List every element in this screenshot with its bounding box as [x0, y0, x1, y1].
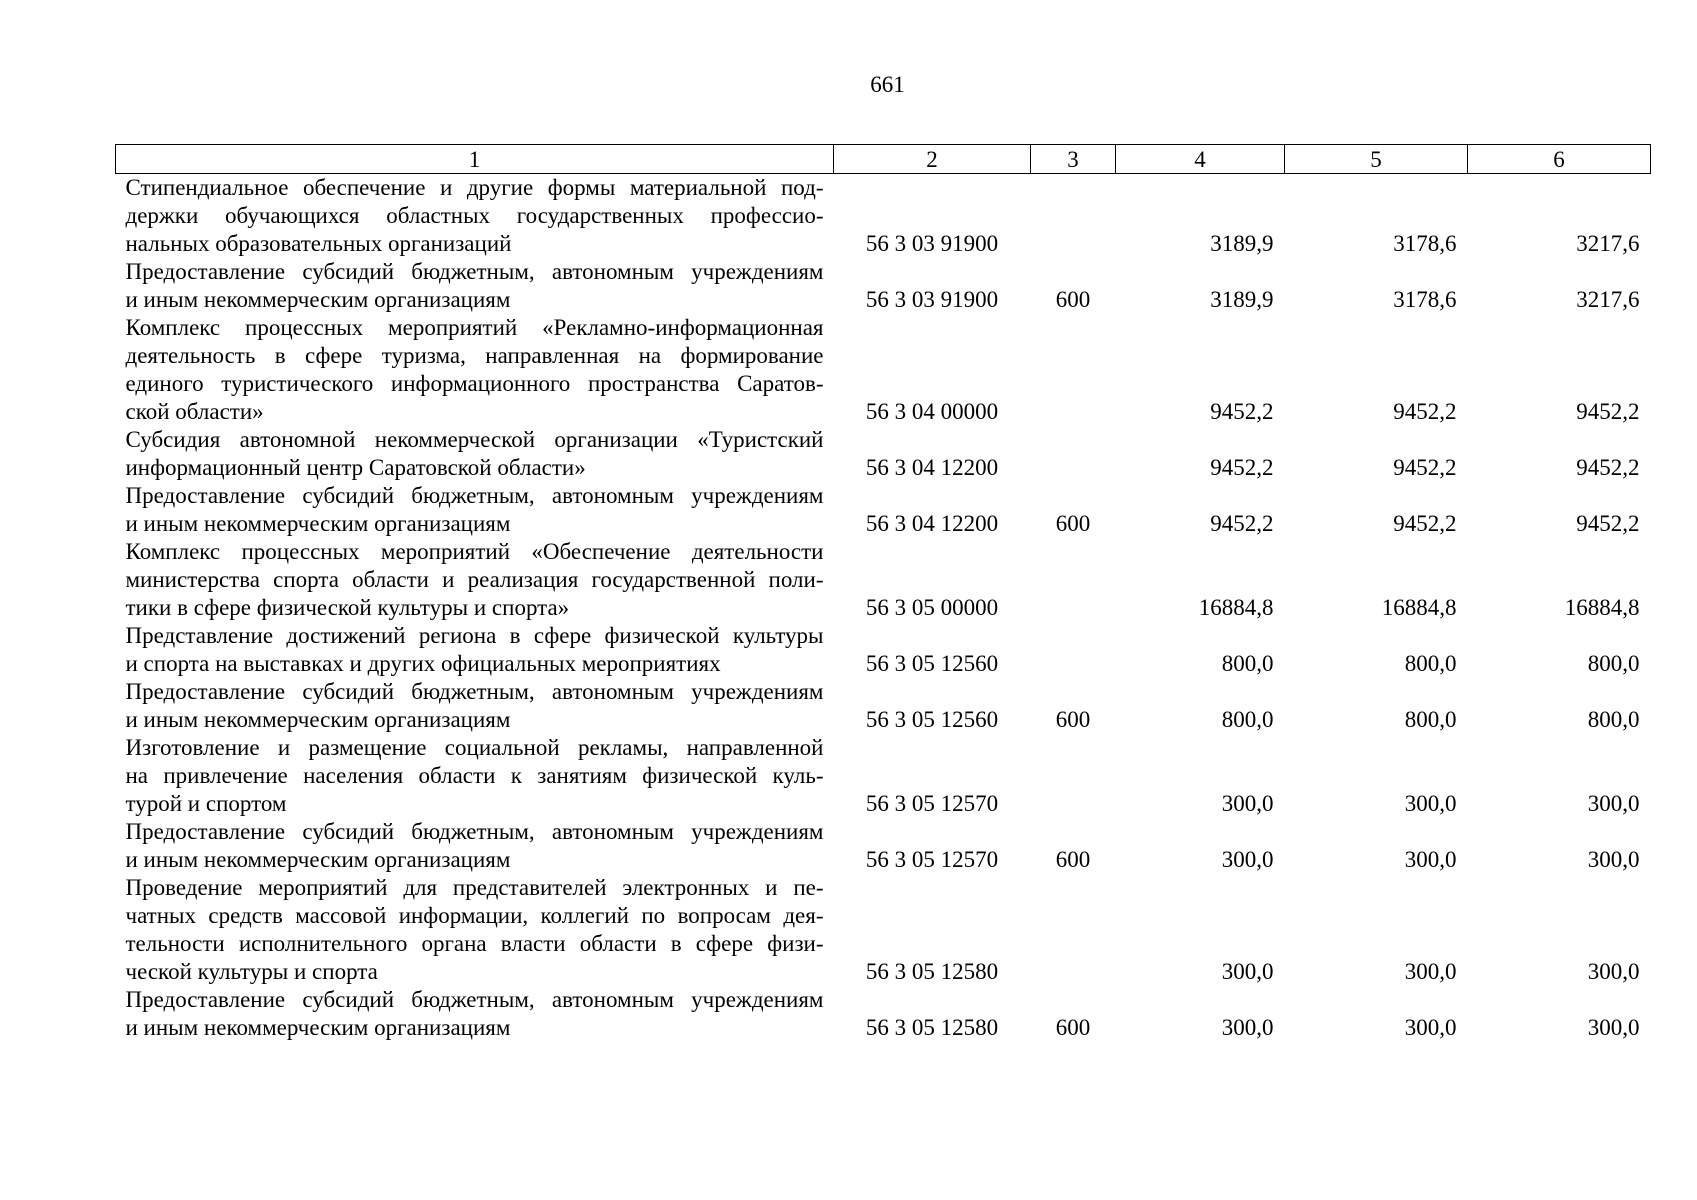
table-row: [116, 426, 1651, 482]
table-row: [116, 874, 1651, 986]
row-value-3: 9452,2: [1576, 455, 1640, 480]
header-col-6: 6: [1468, 145, 1651, 174]
row-value-3: 16884,8: [1564, 595, 1640, 620]
row-value-2: 9452,2: [1393, 511, 1457, 536]
table-body: [116, 174, 1651, 1043]
table-row: [116, 622, 1651, 678]
row-name: [116, 622, 834, 678]
table-row: [116, 258, 1651, 314]
row-name: [116, 426, 834, 482]
row-name-line: ческой культуры и спорта: [125, 959, 378, 984]
row-name-line: Предоставление субсидий бюджетным, автономным учреждениям: [125, 987, 824, 1012]
row-code: 56 3 05 12570: [865, 847, 999, 872]
row-code: 56 3 05 12560: [865, 707, 999, 732]
row-code: 56 3 05 12570: [865, 791, 999, 816]
row-name-line: и спорта на выставках и других официальных мероприятиях: [125, 651, 721, 676]
row-value-2: 800,0: [1404, 651, 1457, 676]
row-value-3: 300,0: [1587, 959, 1640, 984]
table-row: [116, 482, 1651, 538]
row-name-line: Предоставление субсидий бюджетным, автономным учреждениям: [125, 679, 824, 704]
header-col-1: 1: [116, 145, 834, 174]
row-value-1: 3189,9: [1210, 287, 1274, 312]
row-value-2: 9452,2: [1393, 455, 1457, 480]
row-name-line: Изготовление и размещение социальной рекламы, направленной: [125, 735, 824, 760]
row-expense-type: [1031, 874, 1116, 986]
table-row: [116, 174, 1651, 259]
row-value-1: 300,0: [1221, 1015, 1274, 1040]
row-value-1: 9452,2: [1210, 511, 1274, 536]
row-value-1: 800,0: [1221, 707, 1274, 732]
row-value-1: 9452,2: [1210, 455, 1274, 480]
row-value-1: 16884,8: [1198, 595, 1274, 620]
row-name-line: чатных средств массовой информации, коллегий по вопросам дея-: [125, 903, 824, 928]
row-name: [116, 538, 834, 622]
row-name-line: единого туристического информационного пространства Саратов-: [125, 371, 824, 396]
row-value-2: 300,0: [1404, 1015, 1457, 1040]
row-code: 56 3 05 00000: [865, 595, 999, 620]
row-expense-type: 600: [1055, 1015, 1091, 1040]
row-expense-type: [1031, 538, 1116, 622]
row-value-2: 800,0: [1404, 707, 1457, 732]
row-name-line: Предоставление субсидий бюджетным, автономным учреждениям: [125, 259, 824, 284]
row-code: 56 3 04 12200: [865, 455, 999, 480]
table-row: [116, 818, 1651, 874]
row-name-line: тики в сфере физической культуры и спорта»: [125, 595, 570, 620]
row-expense-type: [1031, 314, 1116, 426]
row-name: [116, 314, 834, 426]
row-name: [116, 818, 834, 874]
row-value-3: 300,0: [1587, 847, 1640, 872]
row-value-2: 3178,6: [1393, 287, 1457, 312]
row-value-3: 800,0: [1587, 707, 1640, 732]
row-value-3: 300,0: [1587, 791, 1640, 816]
row-name: [116, 258, 834, 314]
row-name: [116, 734, 834, 818]
row-value-1: 300,0: [1221, 791, 1274, 816]
row-value-2: 300,0: [1404, 791, 1457, 816]
row-name-line: турой и спортом: [125, 791, 287, 816]
row-value-1: 3189,9: [1210, 231, 1274, 256]
row-value-3: 9452,2: [1576, 511, 1640, 536]
row-code: 56 3 05 12580: [865, 959, 999, 984]
row-code: 56 3 03 91900: [865, 231, 999, 256]
header-col-5: 5: [1285, 145, 1468, 174]
row-name-line: Стипендиальное обеспечение и другие формы материальной под-: [125, 175, 824, 200]
row-name-line: и иным некоммерческим организациям: [125, 1015, 511, 1040]
table-row: [116, 314, 1651, 426]
row-code: 56 3 04 12200: [865, 511, 999, 536]
table-row: [116, 678, 1651, 734]
row-name-line: и иным некоммерческим организациям: [125, 707, 511, 732]
row-expense-type: 600: [1055, 287, 1091, 312]
header-col-2: 2: [834, 145, 1031, 174]
row-name-line: министерства спорта области и реализация государственной поли-: [125, 567, 824, 592]
row-value-3: 9452,2: [1576, 399, 1640, 424]
row-name-line: Предоставление субсидий бюджетным, автономным учреждениям: [125, 483, 824, 508]
row-value-1: 800,0: [1221, 651, 1274, 676]
header-row: [116, 145, 1651, 174]
row-code: 56 3 05 12560: [865, 651, 999, 676]
row-name-line: Комплекс процессных мероприятий «Обеспечение деятельности: [125, 539, 824, 564]
row-expense-type: [1031, 734, 1116, 818]
row-value-1: 300,0: [1221, 847, 1274, 872]
row-code: 56 3 05 12580: [865, 1015, 999, 1040]
row-name-line: деятельность в сфере туризма, направленная на формирование: [125, 343, 824, 368]
row-name-line: и иным некоммерческим организациям: [125, 511, 511, 536]
row-name: [116, 986, 834, 1042]
row-name-line: Представление достижений региона в сфере физической культуры: [125, 623, 824, 648]
row-name-line: Проведение мероприятий для представителей электронных и пе-: [125, 875, 824, 900]
row-value-3: 3217,6: [1576, 287, 1640, 312]
page-number: 661: [870, 72, 905, 97]
row-expense-type: 600: [1055, 511, 1091, 536]
row-name-line: Предоставление субсидий бюджетным, автономным учреждениям: [125, 819, 824, 844]
row-code: 56 3 03 91900: [865, 287, 999, 312]
row-value-2: 16884,8: [1381, 595, 1457, 620]
row-value-2: 9452,2: [1393, 399, 1457, 424]
row-value-3: 300,0: [1587, 1015, 1640, 1040]
row-name-line: и иным некоммерческим организациям: [125, 847, 511, 872]
row-value-1: 9452,2: [1210, 399, 1274, 424]
row-expense-type: [1031, 426, 1116, 482]
row-value-3: 3217,6: [1576, 231, 1640, 256]
row-value-3: 800,0: [1587, 651, 1640, 676]
budget-table: [115, 144, 1651, 1042]
row-expense-type: 600: [1055, 847, 1091, 872]
row-name-line: держки обучающихся областных государственных профессио-: [125, 203, 824, 228]
row-name-line: Комплекс процессных мероприятий «Рекламно-информационная: [125, 315, 824, 340]
row-name: [116, 678, 834, 734]
header-col-3: 3: [1031, 145, 1116, 174]
row-name-line: Субсидия автономной некоммерческой организации «Туристский: [125, 427, 824, 452]
table-row: [116, 734, 1651, 818]
row-name: [116, 174, 834, 259]
row-expense-type: [1031, 622, 1116, 678]
row-name: [116, 482, 834, 538]
row-name-line: на привлечение населения области к занятиям физической куль-: [125, 763, 824, 788]
row-value-2: 300,0: [1404, 959, 1457, 984]
row-expense-type: [1031, 174, 1116, 259]
row-name-line: тельности исполнительного органа власти области в сфере физи-: [125, 931, 824, 956]
header-col-4: 4: [1116, 145, 1285, 174]
row-name-line: ской области»: [125, 399, 264, 424]
table-row: [116, 986, 1651, 1042]
row-name-line: и иным некоммерческим организациям: [125, 287, 511, 312]
row-code: 56 3 04 00000: [865, 399, 999, 424]
row-value-2: 3178,6: [1393, 231, 1457, 256]
row-value-1: 300,0: [1221, 959, 1274, 984]
row-expense-type: 600: [1055, 707, 1091, 732]
row-name: [116, 874, 834, 986]
table-header: [116, 145, 1651, 174]
row-name-line: нальных образовательных организаций: [125, 231, 512, 256]
row-name-line: информационный центр Саратовской области»: [125, 455, 586, 480]
row-value-2: 300,0: [1404, 847, 1457, 872]
table-row: [116, 538, 1651, 622]
